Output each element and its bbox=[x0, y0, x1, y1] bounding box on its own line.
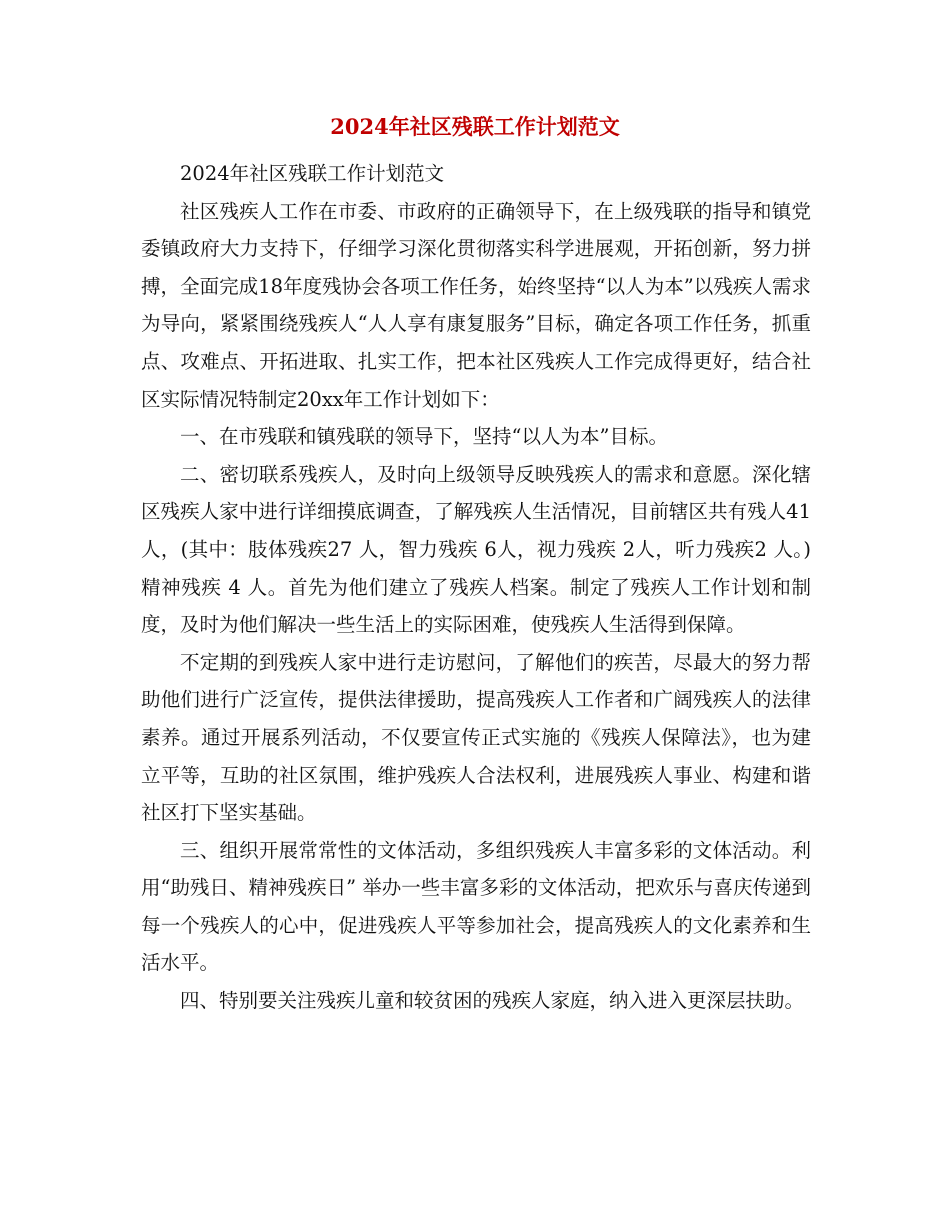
paragraph-item-3: 三、组织开展常常性的文体活动，多组织残疾人丰富多彩的文体活动。利用“助残日、精神残疾日” 举办一些丰富多彩的文体活动，把欢乐与喜庆传递到每一个残疾人的心中，促进残疾人平等参加社会，提高残疾人的文化素养和生活水平。 bbox=[141, 838, 811, 975]
paragraph-item-1: 一、在市残联和镇残联的领导下，坚持“以人为本”目标。 bbox=[180, 425, 668, 449]
paragraph-item-4: 四、特别要关注残疾儿童和较贫困的残疾人家庭，纳入进入更深层扶助。 bbox=[180, 989, 805, 1013]
paragraph-visits: 不定期的到残疾人家中进行走访慰问，了解他们的疾苦，尽最大的努力帮助他们进行广泛宣传，提供法律援助，提高残疾人工作者和广阔残疾人的法律素养。通过开展系列活动，不仅要宣传正式实施的《残疾人保障法》，也为建立平等，互助的社区氛围，维护残疾人合法权利，进展残疾人事业、构建和谐社区打下坚实基础。 bbox=[141, 650, 811, 825]
paragraph-intro: 社区残疾人工作在市委、市政府的正确领导下，在上级残联的指导和镇党委镇政府大力支持下，仔细学习深化贯彻落实科学进展观，开拓创新，努力拼搏，全面完成18年度残协会各项工作任务，始终坚持“以人为本”以残疾人需求为导向，紧紧围绕残疾人“人人享有康复服务”目标，确定各项工作任务，抓重点、攻难点、开拓进取、扎实工作，把本社区残疾人工作完成得更好，结合社区实际情况特制定20xx年工作计划如下： bbox=[141, 199, 811, 411]
paragraph-item-2: 二、密切联系残疾人，及时向上级领导反映残疾人的需求和意愿。深化辖区残疾人家中进行详细摸底调查，了解残疾人生活情况，目前辖区共有残人41人，(其中：肢体残疾27 人，智力残疾 6人，视力残疾 2人，听力残疾2 人。)精神残疾 4 人。首先为他们建立了残疾人档案。制定了残疾人工作计划和制度，及时为他们解决一些生活上的实际困难，使残疾人生活得到保障。 bbox=[141, 462, 811, 637]
document-body bbox=[141, 155, 811, 1020]
paragraph-heading-repeat: 2024年社区残联工作计划范文 bbox=[180, 162, 445, 185]
document-title: 2024年社区残联工作计划范文 bbox=[330, 114, 620, 139]
